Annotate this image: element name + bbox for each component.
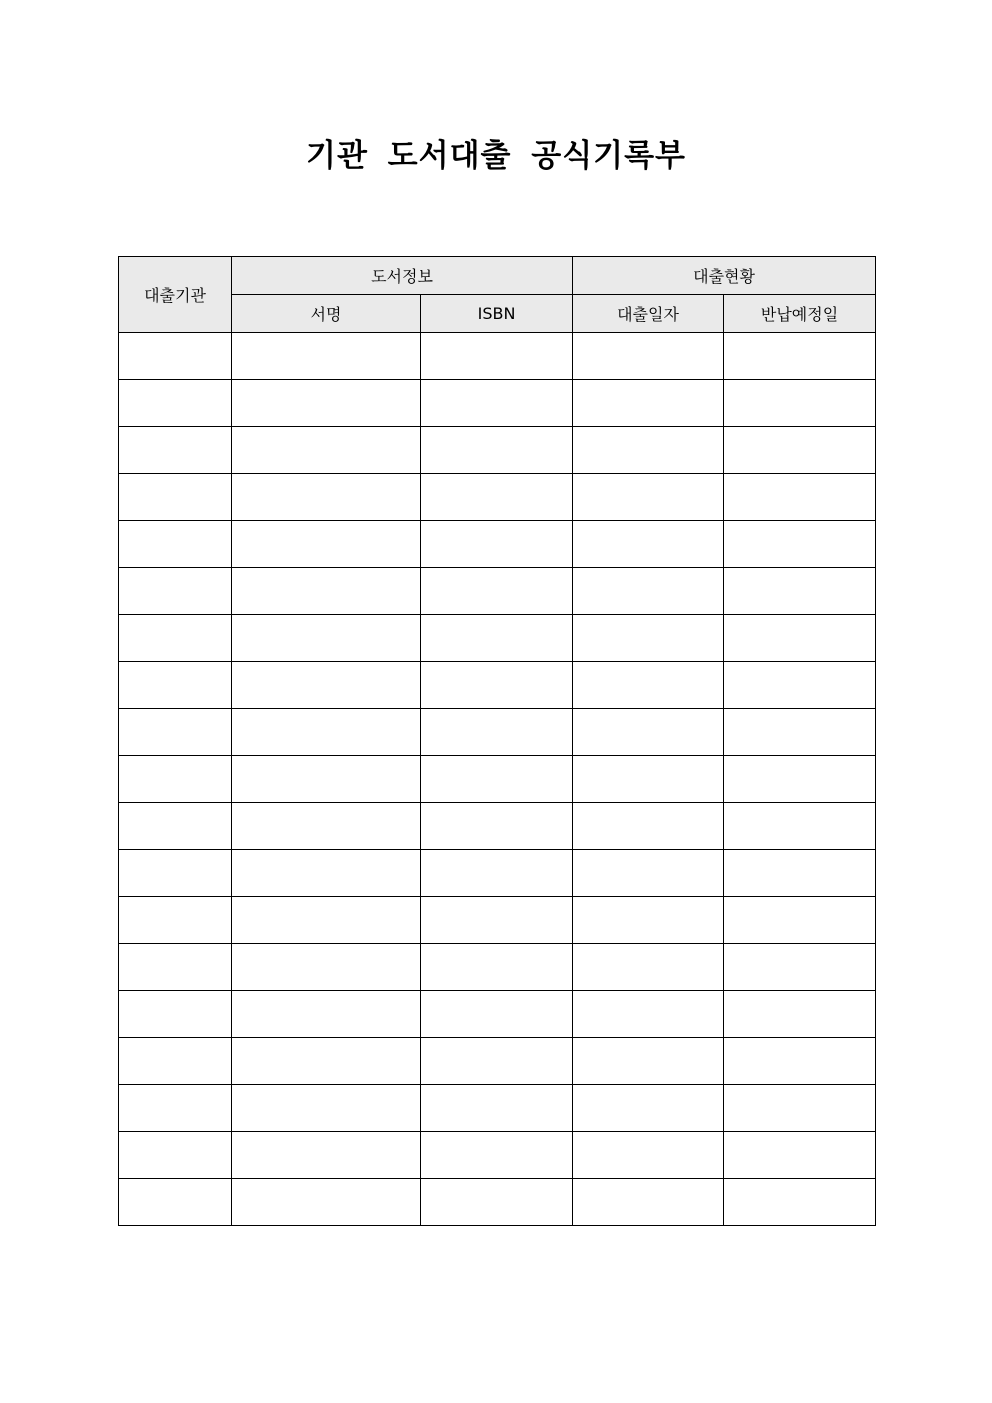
cell-return-due-date bbox=[724, 333, 876, 380]
cell-book-title bbox=[232, 568, 421, 615]
table-row bbox=[119, 521, 876, 568]
cell-loan-date bbox=[573, 380, 724, 427]
header-book-title: 서명 bbox=[232, 295, 421, 333]
cell-book-title bbox=[232, 1038, 421, 1085]
cell-isbn bbox=[421, 615, 573, 662]
cell-return-due-date bbox=[724, 568, 876, 615]
header-row-bottom bbox=[119, 295, 876, 333]
table-row bbox=[119, 615, 876, 662]
loan-ledger-table bbox=[118, 256, 876, 1226]
cell-return-due-date bbox=[724, 709, 876, 756]
cell-isbn bbox=[421, 1038, 573, 1085]
cell-lending-institution bbox=[119, 662, 232, 709]
table-row bbox=[119, 944, 876, 991]
table-row bbox=[119, 897, 876, 944]
table-row bbox=[119, 1085, 876, 1132]
table-row bbox=[119, 756, 876, 803]
cell-book-title bbox=[232, 1179, 421, 1226]
cell-isbn bbox=[421, 521, 573, 568]
cell-lending-institution bbox=[119, 897, 232, 944]
table-row bbox=[119, 568, 876, 615]
cell-isbn bbox=[421, 568, 573, 615]
cell-book-title bbox=[232, 991, 421, 1038]
cell-loan-date bbox=[573, 756, 724, 803]
cell-loan-date bbox=[573, 427, 724, 474]
cell-loan-date bbox=[573, 1085, 724, 1132]
table-row bbox=[119, 380, 876, 427]
cell-loan-date bbox=[573, 944, 724, 991]
cell-lending-institution bbox=[119, 709, 232, 756]
table-row bbox=[119, 803, 876, 850]
cell-return-due-date bbox=[724, 991, 876, 1038]
cell-loan-date bbox=[573, 474, 724, 521]
table-row bbox=[119, 333, 876, 380]
cell-book-title bbox=[232, 427, 421, 474]
cell-loan-date bbox=[573, 662, 724, 709]
cell-return-due-date bbox=[724, 474, 876, 521]
cell-return-due-date bbox=[724, 1085, 876, 1132]
cell-lending-institution bbox=[119, 1132, 232, 1179]
cell-lending-institution bbox=[119, 944, 232, 991]
cell-lending-institution bbox=[119, 991, 232, 1038]
cell-book-title bbox=[232, 897, 421, 944]
cell-lending-institution bbox=[119, 427, 232, 474]
cell-loan-date bbox=[573, 803, 724, 850]
table-header bbox=[119, 257, 876, 333]
cell-book-title bbox=[232, 756, 421, 803]
cell-return-due-date bbox=[724, 380, 876, 427]
table-row bbox=[119, 1038, 876, 1085]
cell-isbn bbox=[421, 662, 573, 709]
cell-lending-institution bbox=[119, 803, 232, 850]
cell-book-title bbox=[232, 1132, 421, 1179]
cell-lending-institution bbox=[119, 568, 232, 615]
cell-book-title bbox=[232, 850, 421, 897]
cell-return-due-date bbox=[724, 615, 876, 662]
cell-isbn bbox=[421, 944, 573, 991]
header-lending-institution: 대출기관 bbox=[119, 257, 232, 333]
cell-lending-institution bbox=[119, 521, 232, 568]
cell-lending-institution bbox=[119, 615, 232, 662]
cell-book-title bbox=[232, 1085, 421, 1132]
cell-isbn bbox=[421, 756, 573, 803]
cell-book-title bbox=[232, 474, 421, 521]
cell-return-due-date bbox=[724, 1132, 876, 1179]
cell-loan-date bbox=[573, 1132, 724, 1179]
cell-return-due-date bbox=[724, 1038, 876, 1085]
cell-return-due-date bbox=[724, 756, 876, 803]
cell-loan-date bbox=[573, 850, 724, 897]
cell-loan-date bbox=[573, 709, 724, 756]
table-row bbox=[119, 662, 876, 709]
cell-loan-date bbox=[573, 991, 724, 1038]
cell-loan-date bbox=[573, 333, 724, 380]
cell-loan-date bbox=[573, 568, 724, 615]
header-book-info: 도서정보 bbox=[232, 257, 573, 295]
cell-book-title bbox=[232, 709, 421, 756]
cell-loan-date bbox=[573, 615, 724, 662]
cell-loan-date bbox=[573, 1038, 724, 1085]
table-row bbox=[119, 709, 876, 756]
cell-isbn bbox=[421, 991, 573, 1038]
cell-lending-institution bbox=[119, 1179, 232, 1226]
cell-return-due-date bbox=[724, 1179, 876, 1226]
cell-lending-institution bbox=[119, 380, 232, 427]
cell-book-title bbox=[232, 803, 421, 850]
table-row bbox=[119, 850, 876, 897]
cell-return-due-date bbox=[724, 521, 876, 568]
cell-book-title bbox=[232, 944, 421, 991]
table-row bbox=[119, 991, 876, 1038]
cell-loan-date bbox=[573, 521, 724, 568]
cell-isbn bbox=[421, 1179, 573, 1226]
cell-isbn bbox=[421, 380, 573, 427]
cell-return-due-date bbox=[724, 427, 876, 474]
header-isbn: ISBN bbox=[421, 295, 573, 333]
cell-isbn bbox=[421, 1132, 573, 1179]
header-row-top bbox=[119, 257, 876, 295]
cell-lending-institution bbox=[119, 1038, 232, 1085]
cell-isbn bbox=[421, 850, 573, 897]
cell-return-due-date bbox=[724, 662, 876, 709]
cell-isbn bbox=[421, 1085, 573, 1132]
cell-book-title bbox=[232, 380, 421, 427]
cell-loan-date bbox=[573, 897, 724, 944]
cell-book-title bbox=[232, 662, 421, 709]
cell-lending-institution bbox=[119, 333, 232, 380]
cell-isbn bbox=[421, 333, 573, 380]
cell-isbn bbox=[421, 427, 573, 474]
table-row bbox=[119, 1132, 876, 1179]
cell-book-title bbox=[232, 521, 421, 568]
cell-loan-date bbox=[573, 1179, 724, 1226]
cell-return-due-date bbox=[724, 944, 876, 991]
cell-isbn bbox=[421, 709, 573, 756]
cell-book-title bbox=[232, 333, 421, 380]
cell-isbn bbox=[421, 803, 573, 850]
cell-lending-institution bbox=[119, 756, 232, 803]
header-loan-date: 대출일자 bbox=[573, 295, 724, 333]
cell-return-due-date bbox=[724, 850, 876, 897]
document-title: 기관 도서대출 공식기록부 bbox=[306, 138, 686, 174]
table-row bbox=[119, 474, 876, 521]
cell-lending-institution bbox=[119, 474, 232, 521]
cell-return-due-date bbox=[724, 803, 876, 850]
cell-lending-institution bbox=[119, 850, 232, 897]
header-loan-status: 대출현황 bbox=[573, 257, 876, 295]
cell-isbn bbox=[421, 897, 573, 944]
cell-lending-institution bbox=[119, 1085, 232, 1132]
header-return-due-date: 반납예정일 bbox=[724, 295, 876, 333]
cell-isbn bbox=[421, 474, 573, 521]
table-row bbox=[119, 427, 876, 474]
cell-return-due-date bbox=[724, 897, 876, 944]
cell-book-title bbox=[232, 615, 421, 662]
table-body bbox=[119, 333, 876, 1226]
table-row bbox=[119, 1179, 876, 1226]
